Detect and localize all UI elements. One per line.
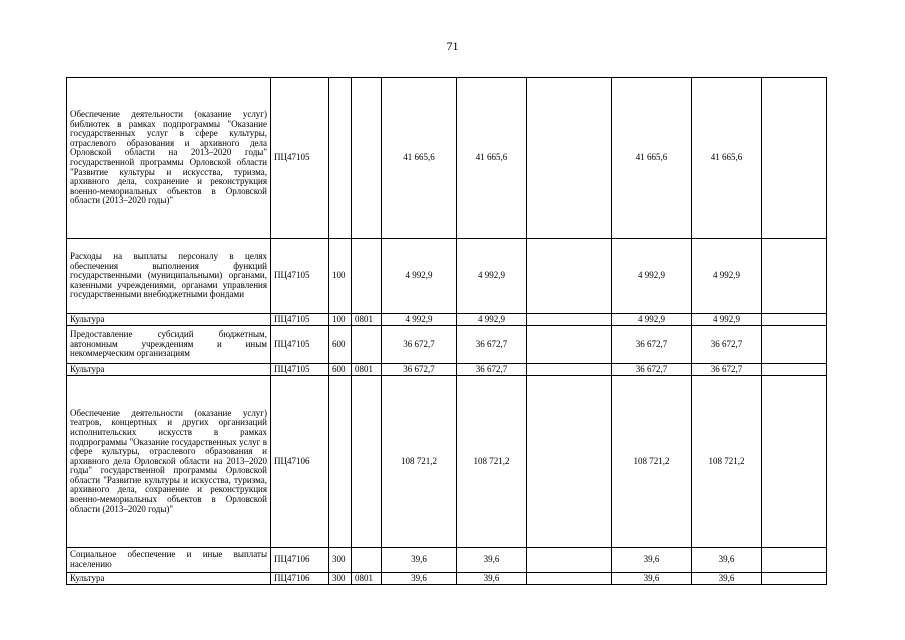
amount-6 [762, 239, 827, 314]
amount-1: 39,6 [382, 573, 457, 585]
amount-1: 41 665,6 [382, 78, 457, 239]
section-code: 0801 [352, 573, 382, 585]
table-row [67, 314, 827, 326]
amount-5: 39,6 [692, 573, 762, 585]
amount-5: 39,6 [692, 548, 762, 573]
amount-4: 4 992,9 [612, 239, 692, 314]
expense-type-code: 100 [329, 314, 352, 326]
amount-5: 4 992,9 [692, 239, 762, 314]
target-article-code: ПЦ47106 [271, 376, 329, 548]
row-description: Социальное обеспечение и иные выплаты населению [67, 548, 271, 573]
page-number: 71 [446, 39, 459, 53]
expense-type-code: 300 [329, 573, 352, 585]
expense-type-code: 600 [329, 364, 352, 376]
expense-type-code: 100 [329, 239, 352, 314]
amount-5: 36 672,7 [692, 326, 762, 364]
section-code [352, 239, 382, 314]
amount-2: 36 672,7 [457, 326, 527, 364]
amount-2: 39,6 [457, 548, 527, 573]
section-code [352, 78, 382, 239]
amount-1: 36 672,7 [382, 364, 457, 376]
table-row [67, 78, 827, 239]
section-code: 0801 [352, 314, 382, 326]
row-description: Обеспечение деятельности (оказание услуг) библиотек в рамках подпрограммы "Оказание государственных услуг в сфере культуры, отраслевого образования и архивного дела Орловской области на 2013–2020 годы" государственной программы Орловской области "Развитие культуры и искусства, туризма, архивного дела, сохранение и реконструкция военно-мемориальных объектов в Орловской области (2013–2020 годы)" [67, 78, 271, 239]
target-article-code: ПЦ47105 [271, 78, 329, 239]
table-row [67, 364, 827, 376]
table-row [67, 548, 827, 573]
amount-2: 39,6 [457, 573, 527, 585]
expense-type-code [329, 376, 352, 548]
amount-3 [527, 573, 612, 585]
amount-3 [527, 376, 612, 548]
row-description: Обеспечение деятельности (оказание услуг) театров, концертных и других организаций исполнительских искусств в рамках подпрограммы "Оказание государственных услуг в сфере культуры, отраслевого образования и архивного дела Орловской области на 2013–2020 годы" государственной программы Орловской области "Развитие культуры и искусства, туризма, архивного дела, сохранение и реконструкция военно-мемориальных объектов в Орловской области (2013–2020 годы)" [67, 376, 271, 548]
amount-6 [762, 573, 827, 585]
amount-6 [762, 326, 827, 364]
table-row [67, 573, 827, 585]
amount-3 [527, 78, 612, 239]
amount-4: 39,6 [612, 548, 692, 573]
table-row [67, 376, 827, 548]
amount-6 [762, 364, 827, 376]
section-code [352, 326, 382, 364]
amount-1: 108 721,2 [382, 376, 457, 548]
amount-4: 4 992,9 [612, 314, 692, 326]
amount-4: 41 665,6 [612, 78, 692, 239]
amount-1: 39,6 [382, 548, 457, 573]
target-article-code: ПЦ47106 [271, 548, 329, 573]
amount-6 [762, 314, 827, 326]
target-article-code: ПЦ47105 [271, 364, 329, 376]
amount-4: 36 672,7 [612, 364, 692, 376]
amount-1: 4 992,9 [382, 314, 457, 326]
amount-2: 108 721,2 [457, 376, 527, 548]
section-code [352, 548, 382, 573]
row-description: Культура [67, 364, 271, 376]
amount-4: 39,6 [612, 573, 692, 585]
amount-1: 4 992,9 [382, 239, 457, 314]
amount-6 [762, 548, 827, 573]
amount-4: 108 721,2 [612, 376, 692, 548]
target-article-code: ПЦ47105 [271, 239, 329, 314]
amount-3 [527, 364, 612, 376]
target-article-code: ПЦ47105 [271, 326, 329, 364]
table-row [67, 239, 827, 314]
amount-5: 108 721,2 [692, 376, 762, 548]
amount-2: 41 665,6 [457, 78, 527, 239]
expense-type-code [329, 78, 352, 239]
amount-5: 4 992,9 [692, 314, 762, 326]
amount-3 [527, 314, 612, 326]
table-row [67, 326, 827, 364]
row-description: Культура [67, 573, 271, 585]
amount-3 [527, 548, 612, 573]
expense-type-code: 600 [329, 326, 352, 364]
amount-1: 36 672,7 [382, 326, 457, 364]
row-description: Культура [67, 314, 271, 326]
expense-type-code: 300 [329, 548, 352, 573]
amount-3 [527, 326, 612, 364]
amount-3 [527, 239, 612, 314]
budget-table [66, 77, 827, 585]
target-article-code: ПЦ47105 [271, 314, 329, 326]
section-code [352, 376, 382, 548]
amount-2: 4 992,9 [457, 314, 527, 326]
amount-2: 4 992,9 [457, 239, 527, 314]
row-description: Расходы на выплаты персоналу в целях обеспечения выполнения функций государственными (муниципальными) органами, казенными учреждениями, органами управления государственными внебюджетными фондами [67, 239, 271, 314]
amount-5: 36 672,7 [692, 364, 762, 376]
amount-5: 41 665,6 [692, 78, 762, 239]
target-article-code: ПЦ47106 [271, 573, 329, 585]
section-code: 0801 [352, 364, 382, 376]
amount-6 [762, 78, 827, 239]
row-description: Предоставление субсидий бюджетным, автономным учреждениям и иным некоммерческим организациям [67, 326, 271, 364]
amount-2: 36 672,7 [457, 364, 527, 376]
amount-4: 36 672,7 [612, 326, 692, 364]
amount-6 [762, 376, 827, 548]
